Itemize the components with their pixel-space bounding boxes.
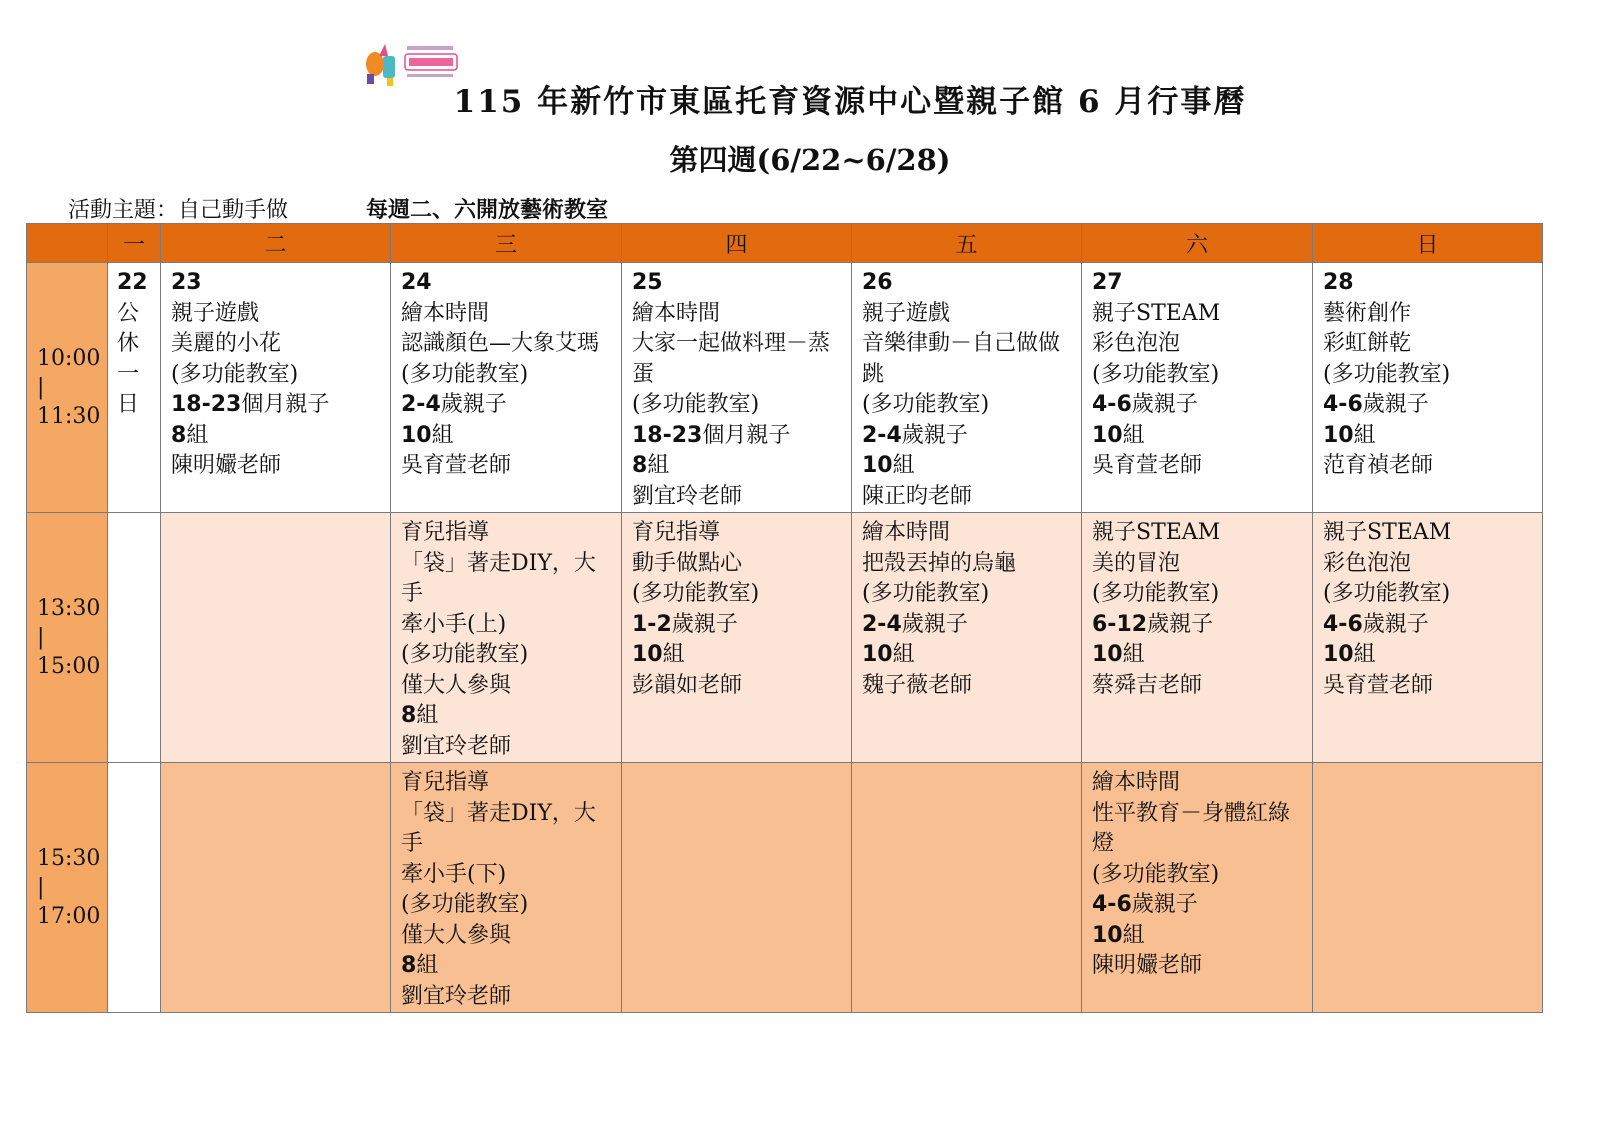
event-title: 彩色泡泡 bbox=[1092, 331, 1181, 356]
event-groups: 10組 bbox=[1323, 642, 1376, 667]
date-number: 26 bbox=[862, 270, 893, 295]
event-cell bbox=[1313, 263, 1543, 513]
event-room: (多功能教室) bbox=[401, 361, 529, 387]
header-day-fri: 五 bbox=[852, 224, 1082, 263]
event-groups: 8組 bbox=[401, 703, 439, 728]
event-teacher: 蔡舜吉老師 bbox=[1092, 672, 1203, 698]
event-groups: 10組 bbox=[862, 642, 915, 667]
event-groups: 10組 bbox=[862, 453, 915, 478]
event-category: 親子STEAM bbox=[1323, 520, 1452, 545]
event-room: (多功能教室) bbox=[632, 581, 760, 606]
event-category: 繪本時間 bbox=[862, 520, 951, 545]
time-slot-label: 13:30 | 15:00 bbox=[27, 513, 108, 763]
event-age: 2-4歲親子 bbox=[862, 422, 968, 448]
event-teacher: 陳明孍老師 bbox=[171, 453, 282, 478]
event-age: 4-6歲親子 bbox=[1092, 392, 1198, 417]
event-teacher: 吳育萱老師 bbox=[401, 453, 512, 478]
event-groups: 8組 bbox=[401, 953, 439, 978]
event-category: 育兒指導 bbox=[632, 520, 721, 545]
art-room-notice: 每週二、六開放藝術教室 bbox=[366, 197, 609, 223]
event-cell bbox=[852, 513, 1082, 763]
event-audience: 僅大人參與 bbox=[401, 672, 512, 698]
event-age: 2-4歲親子 bbox=[862, 611, 968, 637]
event-cell bbox=[391, 513, 622, 763]
header-day-tue: 二 bbox=[161, 224, 391, 263]
event-room: (多功能教室) bbox=[862, 581, 990, 606]
empty-cell bbox=[161, 513, 391, 763]
event-cell bbox=[622, 263, 852, 513]
event-teacher: 陳正昀老師 bbox=[862, 483, 973, 509]
event-cell bbox=[1313, 513, 1543, 763]
header-day-sat: 六 bbox=[1082, 224, 1313, 263]
event-teacher: 范育禎老師 bbox=[1323, 453, 1434, 478]
event-category: 繪本時間 bbox=[632, 300, 721, 326]
event-groups: 10組 bbox=[1092, 922, 1145, 948]
mon-cell bbox=[108, 513, 161, 763]
time-slot-row bbox=[27, 513, 1543, 763]
date-number: 23 bbox=[171, 270, 202, 295]
date-number: 24 bbox=[401, 270, 432, 295]
event-teacher: 吳育萱老師 bbox=[1323, 672, 1434, 698]
weekly-calendar bbox=[26, 223, 1543, 1013]
event-groups: 10組 bbox=[632, 642, 685, 667]
event-category: 親子STEAM bbox=[1092, 300, 1221, 326]
event-title: 美麗的小花 bbox=[171, 331, 282, 356]
event-audience: 僅大人參與 bbox=[401, 922, 512, 948]
event-room: (多功能教室) bbox=[171, 361, 299, 387]
event-title: 「袋」著走DIY，大手 牽小手(下) bbox=[401, 800, 596, 887]
event-room: (多功能教室) bbox=[862, 392, 990, 417]
date-number: 22 bbox=[117, 270, 148, 295]
event-category: 育兒指導 bbox=[401, 770, 490, 795]
event-title: 動手做點心 bbox=[632, 550, 743, 576]
event-room: (多功能教室) bbox=[1092, 581, 1220, 606]
empty-cell bbox=[852, 763, 1082, 1013]
mon-cell bbox=[108, 263, 161, 513]
date-number: 28 bbox=[1323, 270, 1354, 295]
week-subtitle: 第四週(6/22~6/28) bbox=[669, 143, 951, 177]
event-category: 藝術創作 bbox=[1323, 300, 1412, 326]
event-room: (多功能教室) bbox=[1323, 361, 1451, 387]
event-cell bbox=[1082, 513, 1313, 763]
event-room: (多功能教室) bbox=[1092, 861, 1220, 887]
event-teacher: 彭韻如老師 bbox=[632, 672, 743, 698]
empty-cell bbox=[622, 763, 852, 1013]
event-category: 親子遊戲 bbox=[862, 300, 951, 326]
page-title: 115 年新竹市東區托育資源中心暨親子館 6 月行事曆 bbox=[453, 84, 1247, 120]
event-age: 4-6歲親子 bbox=[1323, 611, 1429, 637]
empty-cell bbox=[1313, 763, 1543, 1013]
event-title: 彩虹餅乾 bbox=[1323, 331, 1412, 356]
header-day-wed: 三 bbox=[391, 224, 622, 263]
date-number: 27 bbox=[1092, 270, 1123, 295]
event-cell bbox=[391, 263, 622, 513]
event-title: 音樂律動－自己做做 跳 bbox=[862, 331, 1061, 387]
empty-cell bbox=[161, 763, 391, 1013]
event-category: 繪本時間 bbox=[1092, 770, 1181, 795]
event-teacher: 劉宜玲老師 bbox=[401, 983, 512, 1009]
event-groups: 10組 bbox=[1092, 642, 1145, 667]
event-teacher: 劉宜玲老師 bbox=[632, 483, 743, 509]
time-slot-label: 10:00 | 11:30 bbox=[27, 263, 108, 513]
time-slot-row bbox=[27, 263, 1543, 513]
event-title: 美的冒泡 bbox=[1092, 550, 1181, 576]
time-slot-label: 15:30 | 17:00 bbox=[27, 763, 108, 1013]
event-cell bbox=[1082, 763, 1313, 1013]
event-room: (多功能教室) bbox=[1323, 581, 1451, 606]
event-groups: 8組 bbox=[632, 453, 670, 478]
event-title: 認識顏色—大象艾瑪 bbox=[401, 331, 600, 356]
event-groups: 10組 bbox=[401, 422, 454, 448]
event-groups: 10組 bbox=[1092, 422, 1145, 448]
event-room: (多功能教室) bbox=[401, 642, 529, 667]
event-age: 2-4歲親子 bbox=[401, 392, 507, 417]
day-header-row bbox=[27, 224, 1543, 263]
event-title: 大家一起做料理－蒸 蛋 bbox=[632, 331, 831, 387]
event-room: (多功能教室) bbox=[401, 892, 529, 917]
event-cell bbox=[161, 263, 391, 513]
event-age: 4-6歲親子 bbox=[1092, 892, 1198, 917]
event-room: (多功能教室) bbox=[632, 392, 760, 417]
event-title: 把殼丟掉的烏龜 bbox=[862, 550, 1017, 576]
event-age: 1-2歲親子 bbox=[632, 611, 738, 637]
event-age: 6-12歲親子 bbox=[1092, 611, 1214, 637]
event-groups: 10組 bbox=[1323, 422, 1376, 448]
event-age: 18-23個月親子 bbox=[171, 392, 330, 417]
activity-theme: 活動主題：自己動手做 bbox=[68, 198, 289, 223]
event-category: 育兒指導 bbox=[401, 520, 490, 545]
event-teacher: 陳明孍老師 bbox=[1092, 953, 1203, 978]
event-title: 彩色泡泡 bbox=[1323, 550, 1412, 576]
event-groups: 8組 bbox=[171, 422, 209, 448]
header-day-thu: 四 bbox=[622, 224, 852, 263]
mon-cell bbox=[108, 763, 161, 1013]
event-cell bbox=[391, 763, 622, 1013]
event-title: 性平教育－身體紅綠 燈 bbox=[1092, 800, 1291, 856]
event-title: 「袋」著走DIY，大手 牽小手(上) bbox=[401, 550, 596, 637]
time-slot-row bbox=[27, 763, 1543, 1013]
event-age: 4-6歲親子 bbox=[1323, 392, 1429, 417]
event-category: 繪本時間 bbox=[401, 300, 490, 326]
header-day-sun: 日 bbox=[1313, 224, 1543, 263]
event-category: 親子STEAM bbox=[1092, 520, 1221, 545]
header-corner bbox=[27, 224, 108, 263]
event-cell bbox=[622, 513, 852, 763]
event-teacher: 吳育萱老師 bbox=[1092, 453, 1203, 478]
header-day-mon: 一 bbox=[108, 224, 161, 263]
event-category: 親子遊戲 bbox=[171, 300, 260, 326]
event-teacher: 劉宜玲老師 bbox=[401, 733, 512, 759]
event-teacher: 魏子薇老師 bbox=[862, 672, 973, 698]
closed-note: 公 休 一 日 bbox=[117, 300, 140, 417]
event-cell bbox=[852, 263, 1082, 513]
date-number: 25 bbox=[632, 270, 663, 295]
event-age: 18-23個月親子 bbox=[632, 422, 791, 448]
event-room: (多功能教室) bbox=[1092, 361, 1220, 387]
event-cell bbox=[1082, 263, 1313, 513]
